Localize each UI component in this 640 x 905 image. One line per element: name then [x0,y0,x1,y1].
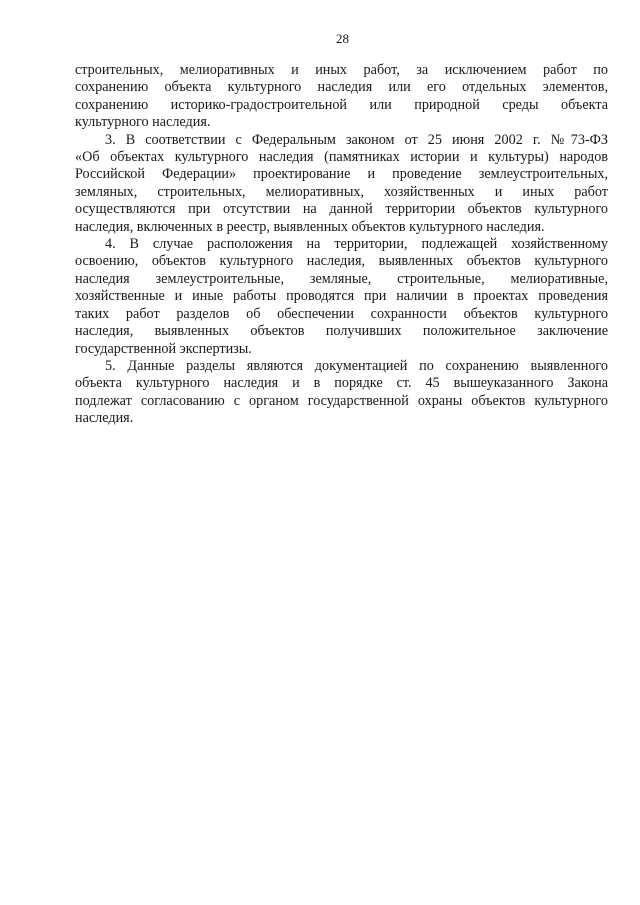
text-line: государственной экспертизы. [75,340,252,357]
text-line: подлежат согласованию с органом государственной охраны объектов культурного [75,392,608,409]
text-line: культурного наследия. [75,114,211,131]
paragraph-item-3 [75,132,608,236]
text-line: строительных, мелиоративных и иных работ, за исключением работ по [75,62,608,78]
text-line: осуществляются при отсутствии на данной территории объектов культурного [75,201,608,218]
text-line: земляных, строительных, мелиоративных, хозяйственных и иных работ [75,183,608,200]
text-line: Российской Федерации» проектирование и проведение землеустроительных, [75,166,608,183]
text-line: сохранению историко-градостроительной или природной среды объекта [75,96,608,113]
text-line: хозяйственные и иные работы проводятся при наличии в проектах проведения [75,288,608,305]
text-line: наследия, включенных в реестр, выявленных объектов культурного наследия. [75,218,545,235]
text-line: наследия, выявленных объектов получивших положительное заключение [75,323,608,340]
paragraph-item-4 [75,236,608,358]
document-body [75,62,608,428]
text-line: «Об объектах культурного наследия (памятниках истории и культуры) народов [75,149,608,166]
paragraph-item-5 [75,358,608,428]
text-line: 5. Данные разделы являются документацией по сохранению выявленного [105,357,608,374]
text-line: наследия землеустроительные, земляные, строительные, мелиоративные, [75,270,608,287]
text-line: наследия. [75,410,134,427]
text-line: освоению, объектов культурного наследия, выявленных объектов культурного [75,253,608,270]
paragraph-continuation [75,62,608,132]
text-line: 4. В случае расположения на территории, подлежащей хозяйственному [105,236,608,253]
text-line: 3. В соответствии с Федеральным законом от 25 июня 2002 г. №73-ФЗ [105,131,608,148]
text-line: таких работ разделов об обеспечении сохранности объектов культурного [75,305,608,322]
page-number: 28 [336,31,349,46]
text-line: объекта культурного наследия и в порядке ст. 45 вышеуказанного Закона [75,375,608,392]
text-line: сохранению объекта культурного наследия или его отдельных элементов, [75,79,608,96]
